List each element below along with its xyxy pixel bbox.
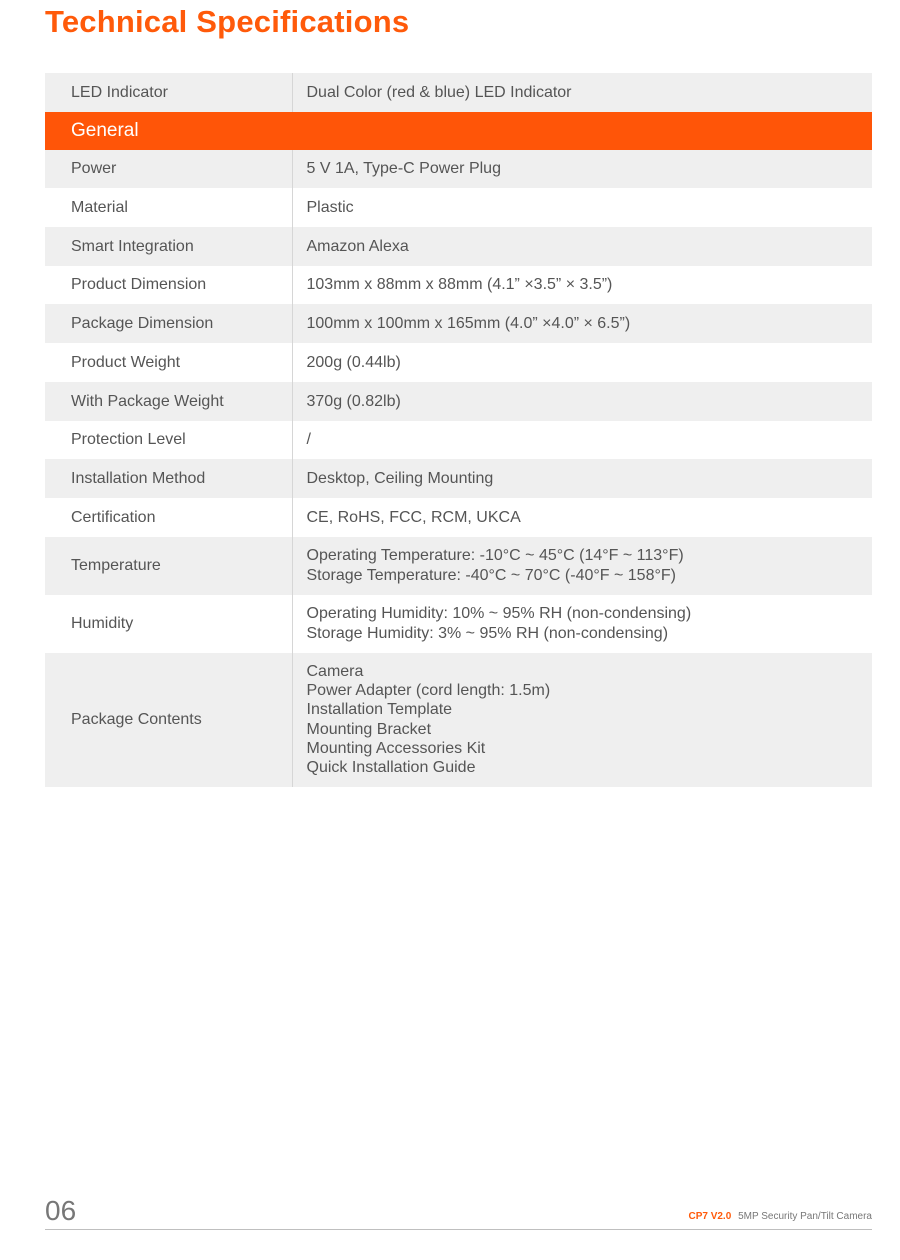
spec-value-line: / <box>306 431 311 449</box>
page-number: 06 <box>45 1195 77 1226</box>
spec-value <box>292 537 872 595</box>
spec-label: Certification <box>45 498 292 537</box>
spec-value-line: Quick Installation Guide <box>306 759 476 777</box>
spec-row-package-weight <box>45 382 872 421</box>
spec-label: Package Dimension <box>45 304 292 343</box>
spec-row-humidity <box>45 595 872 653</box>
spec-row-smart-integration <box>45 227 872 266</box>
spec-value-line: Mounting Accessories Kit <box>306 739 486 757</box>
spec-row-package-contents <box>45 653 872 787</box>
spec-value <box>292 498 872 537</box>
spec-row-installation-method <box>45 459 872 498</box>
spec-value <box>292 382 872 421</box>
spec-row-material <box>45 188 872 227</box>
footer-caption <box>688 1211 872 1222</box>
spec-label: Protection Level <box>45 421 292 460</box>
spec-value-line: CE, RoHS, FCC, RCM, UKCA <box>306 508 521 526</box>
spec-label: Power <box>45 150 292 189</box>
spec-row-package-dimension <box>45 304 872 343</box>
footer-product: 5MP Security Pan/Tilt Camera <box>738 1211 872 1222</box>
spec-label: Package Contents <box>45 653 292 787</box>
spec-label: Smart Integration <box>45 227 292 266</box>
spec-value <box>292 304 872 343</box>
spec-value <box>292 595 872 653</box>
spec-value <box>292 421 872 460</box>
spec-row-product-dimension <box>45 266 872 305</box>
spec-value-line: Plastic <box>306 199 354 217</box>
spec-value <box>292 653 872 787</box>
spec-label: Material <box>45 188 292 227</box>
spec-label: Product Weight <box>45 343 292 382</box>
section-title: General <box>45 112 872 150</box>
spec-value-line: 200g (0.44lb) <box>306 353 401 371</box>
spec-value-line: 5 V 1A, Type-C Power Plug <box>306 160 501 178</box>
spec-label: With Package Weight <box>45 382 292 421</box>
footer-divider <box>45 1229 872 1230</box>
spec-value <box>292 266 872 305</box>
spec-value-line: Amazon Alexa <box>306 237 409 255</box>
spec-table-body <box>45 73 872 787</box>
spec-row-protection-level <box>45 421 872 460</box>
spec-value-line: 100mm x 100mm x 165mm (4.0” ×4.0” × 6.5”) <box>306 315 631 333</box>
spec-row-temperature <box>45 537 872 595</box>
spec-label: Installation Method <box>45 459 292 498</box>
section-header-general <box>45 112 872 150</box>
spec-label: Temperature <box>45 537 292 595</box>
footer-model: CP7 V2.0 <box>688 1211 732 1222</box>
spec-value <box>292 188 872 227</box>
spec-value-line: Storage Humidity: 3% ~ 95% RH (non-condensing) <box>306 624 669 642</box>
spec-table <box>45 73 872 787</box>
spec-value-line: Dual Color (red & blue) LED Indicator <box>306 83 572 101</box>
spec-value-line: 370g (0.82lb) <box>306 392 401 410</box>
spec-value <box>292 73 872 112</box>
spec-row-power <box>45 150 872 189</box>
spec-value-line: Installation Template <box>306 701 453 719</box>
spec-value-line: Operating Temperature: -10°C ~ 45°C (14°F ~ 113°F) <box>306 547 684 565</box>
spec-value-line: Mounting Bracket <box>306 720 432 738</box>
spec-value-line: 103mm x 88mm x 88mm (4.1” ×3.5” × 3.5”) <box>306 276 613 294</box>
spec-label: Humidity <box>45 595 292 653</box>
spec-value-line: Camera <box>306 662 364 680</box>
spec-value-line: Power Adapter (cord length: 1.5m) <box>306 681 551 699</box>
spec-value <box>292 150 872 189</box>
spec-value <box>292 459 872 498</box>
page-title: Technical Specifications <box>45 4 410 39</box>
spec-value-line: Storage Temperature: -40°C ~ 70°C (-40°F ~ 158°F) <box>306 566 676 584</box>
spec-row-led-indicator <box>45 73 872 112</box>
spec-value <box>292 227 872 266</box>
spec-label: Product Dimension <box>45 266 292 305</box>
spec-label: LED Indicator <box>45 73 292 112</box>
spec-row-product-weight <box>45 343 872 382</box>
spec-value-line: Desktop, Ceiling Mounting <box>306 469 494 487</box>
spec-row-certification <box>45 498 872 537</box>
spec-value-line: Operating Humidity: 10% ~ 95% RH (non-condensing) <box>306 605 692 623</box>
spec-value <box>292 343 872 382</box>
